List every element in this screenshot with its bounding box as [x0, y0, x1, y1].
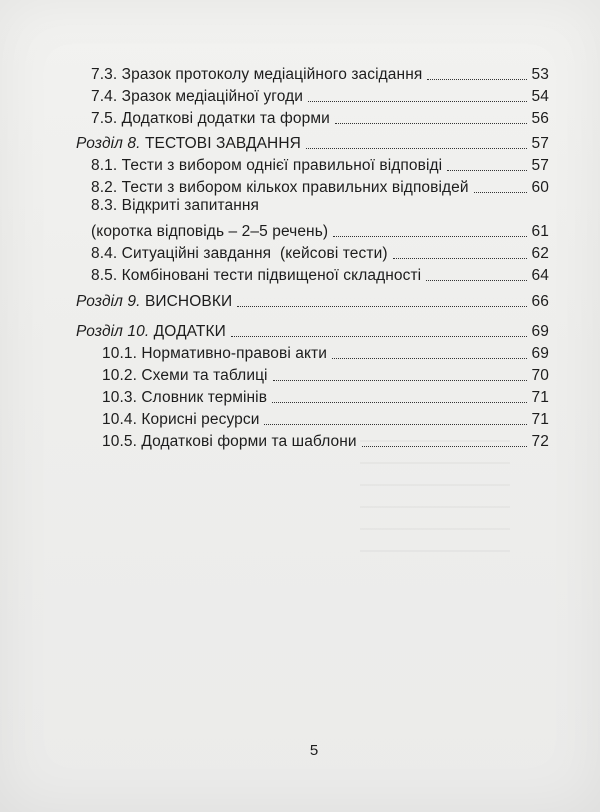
toc-entry: [91, 219, 549, 241]
toc-leader-dots: [231, 336, 527, 337]
toc-entry-label: 10.2. Схеми та таблиці: [102, 367, 268, 384]
toc-leader-dots: [273, 380, 527, 381]
toc-section-label: [76, 323, 226, 341]
toc-page-number: 69: [531, 323, 549, 340]
toc-page-number: 69: [531, 345, 549, 362]
paper-show-through: [360, 440, 510, 560]
toc-entry-label: 8.1. Тести з вибором однієї правильної відповіді: [91, 157, 443, 174]
toc-leader-dots: [393, 258, 527, 259]
toc-leader-dots: [237, 306, 526, 307]
toc-entry-label: 8.2. Тести з вибором кількох правильних відповідей: [91, 179, 469, 196]
toc-section-title: ДОДАТКИ: [153, 323, 226, 340]
toc-leader-dots: [333, 236, 526, 237]
toc-entry-label: 10.3. Словник термінів: [102, 389, 268, 406]
toc-page-number: 53: [531, 66, 549, 83]
toc-entry-label: 8.5. Комбіновані тести підвищеної складності: [91, 267, 422, 284]
toc-page-number: 57: [531, 135, 549, 152]
toc-section-number: Розділ 8.: [76, 135, 141, 152]
toc-section-label: [76, 293, 232, 311]
toc-leader-dots: [474, 192, 527, 193]
toc-entry: [102, 385, 549, 407]
toc-section-entry: [76, 289, 549, 311]
toc-leader-dots: [335, 123, 527, 124]
toc-section-entry: [76, 319, 549, 341]
toc-page-number: 66: [531, 293, 549, 310]
toc-page-number: 71: [531, 389, 549, 406]
toc-entry: [91, 241, 549, 263]
toc-leader-dots: [264, 424, 526, 425]
toc-page-number: 60: [531, 179, 549, 196]
toc-page-number: 72: [531, 433, 549, 450]
toc-entry-label: 7.4. Зразок медіаційної угоди: [91, 88, 303, 105]
toc-section-title: ВИСНОВКИ: [144, 293, 233, 310]
toc-page-number: 62: [531, 245, 549, 262]
toc-entry: [91, 106, 549, 128]
toc-entry: [91, 263, 549, 285]
toc-entry: [91, 175, 549, 197]
toc-entry-label: 10.1. Нормативно-правові акти: [102, 345, 328, 362]
toc-leader-dots: [447, 170, 526, 171]
toc-page-number: 70: [531, 367, 549, 384]
toc-entry: [91, 197, 549, 219]
toc-entry-label: 10.5. Додаткові форми та шаблони: [102, 433, 357, 450]
toc-entry: [102, 341, 549, 363]
toc-leader-dots: [332, 358, 527, 359]
toc-page-number: 71: [531, 411, 549, 428]
toc-entry: [91, 153, 549, 175]
toc-entry-label: 8.4. Ситуаційні завдання (кейсові тести): [91, 245, 388, 262]
toc-entry-label: (коротка відповідь – 2–5 речень): [91, 223, 329, 240]
toc-page-number: 64: [531, 267, 549, 284]
toc-entry-label: 10.4. Корисні ресурси: [102, 411, 260, 428]
toc-page-number: 57: [531, 157, 549, 174]
toc-leader-dots: [426, 280, 526, 281]
toc-section-label: [76, 135, 301, 153]
toc-leader-dots: [272, 402, 526, 403]
toc-section-title: ТЕСТОВІ ЗАВДАННЯ: [144, 135, 301, 152]
page-number: 5: [309, 742, 319, 759]
toc-leader-dots: [427, 79, 526, 80]
toc-section-number: Розділ 9.: [76, 293, 141, 310]
toc-leader-dots: [362, 446, 527, 447]
toc-entry: [102, 407, 549, 429]
toc-entry-label: 8.3. Відкриті запитання: [91, 197, 260, 214]
toc-entry: [91, 62, 549, 84]
toc-leader-dots: [308, 101, 527, 102]
toc-entry: [91, 84, 549, 106]
toc-entry: [102, 429, 549, 451]
toc-entry: [102, 363, 549, 385]
toc-page-number: 54: [531, 88, 549, 105]
toc-entry-label: 7.3. Зразок протоколу медіаційного засідання: [91, 66, 423, 83]
toc-section-entry: [76, 131, 549, 153]
toc-entry-label: 7.5. Додаткові додатки та форми: [91, 110, 330, 127]
toc-section-number: Розділ 10.: [76, 323, 150, 340]
toc-page-number: 56: [531, 110, 549, 127]
toc-page-number: 61: [531, 223, 549, 240]
toc-leader-dots: [306, 148, 527, 149]
